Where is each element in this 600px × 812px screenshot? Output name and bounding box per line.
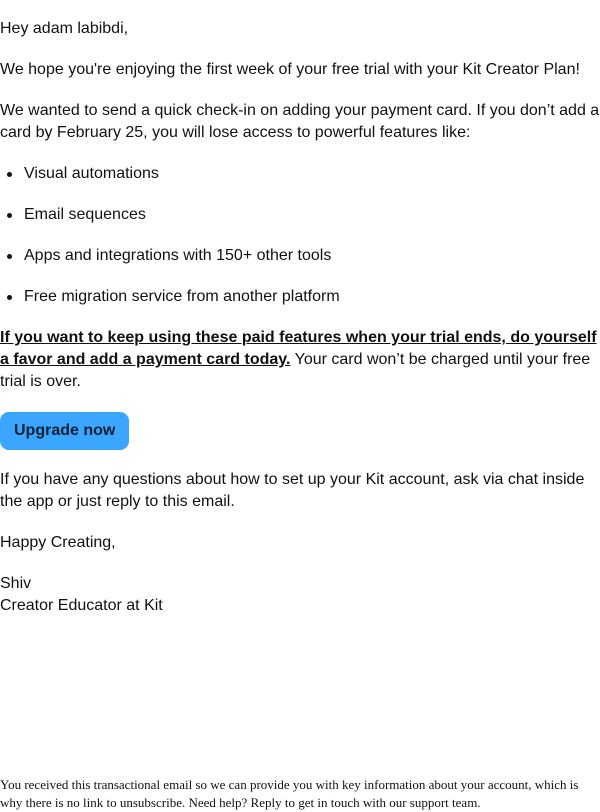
bullet-icon — [7, 172, 12, 177]
greeting: Hey adam labibdi, — [0, 20, 129, 37]
feature-label: Free migration service from another platform — [24, 288, 340, 305]
feature-label: Email sequences — [24, 206, 146, 223]
add-payment-card-link[interactable]: If you want to keep using these paid features when your trial ends, do yourself a favor and add a payment card today. — [0, 329, 597, 368]
bullet-icon — [7, 213, 12, 218]
sender-title: Creator Educator at Kit — [0, 597, 163, 614]
help-paragraph: If you have any questions about how to set up your Kit account, ask via chat inside the app or just reply to this email. — [0, 471, 585, 510]
feature-label: Apps and integrations with 150+ other tools — [24, 247, 332, 264]
bullet-icon — [7, 254, 12, 259]
button-row — [0, 412, 600, 450]
list-item — [0, 163, 600, 185]
list-item — [0, 204, 600, 226]
footer-notice: You received this transactional email so we can provide you with key information about your account, which is why there is no link to unsubscribe. Need help? Reply to get in touch with our support team. — [0, 777, 579, 810]
cta-paragraph — [0, 327, 600, 393]
feature-label: Visual automations — [24, 165, 159, 182]
signature — [0, 573, 600, 617]
list-item — [0, 286, 600, 308]
email-body — [0, 18, 600, 617]
feature-list — [0, 163, 600, 308]
checkin-paragraph: We wanted to send a quick check-in on adding your payment card. If you don’t add a card by February 25, you will lose access to powerful features like: — [0, 102, 600, 141]
list-item — [0, 245, 600, 267]
signoff: Happy Creating, — [0, 534, 116, 551]
cta-note: Your card won’t be charged until your free trial is over. — [0, 351, 591, 390]
sender-name: Shiv — [0, 575, 32, 592]
bullet-icon — [7, 295, 12, 300]
intro-paragraph: We hope you're enjoying the first week of your free trial with your Kit Creator Plan! — [0, 61, 580, 78]
upgrade-now-button[interactable]: Upgrade now — [0, 412, 129, 450]
